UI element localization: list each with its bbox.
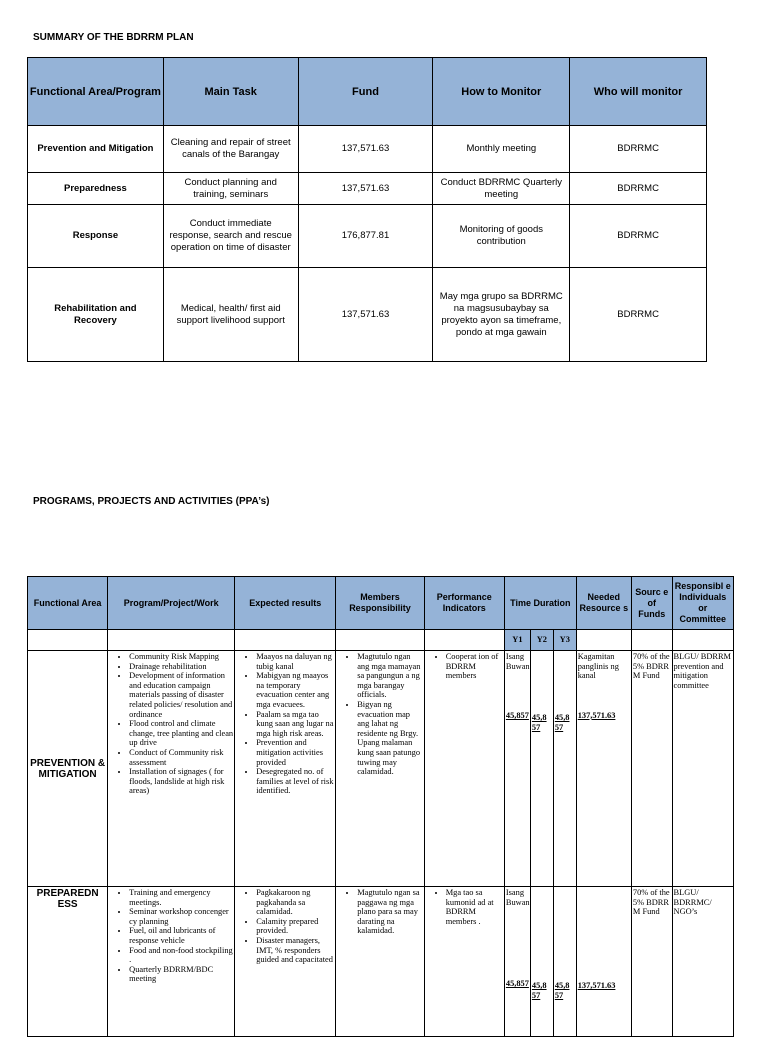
ppa-results bbox=[235, 651, 336, 887]
list-item: • Training and emergency meetings. bbox=[129, 888, 233, 907]
bullet-list bbox=[337, 888, 423, 936]
y1-amount: 45,857 bbox=[505, 979, 529, 989]
summary-row bbox=[28, 268, 707, 362]
list-item: • Magtutulo ngan sa paggawa ng mga plano para sa may darating na kalamidad. bbox=[357, 888, 423, 936]
year-1-header: Y1 bbox=[504, 630, 530, 651]
list-item: • Cooperat ion of BDRRM members bbox=[446, 652, 503, 681]
ppa-area: PREVENTION & MITIGATION bbox=[28, 651, 108, 887]
list-item: • Conduct of Community risk assessment bbox=[129, 748, 233, 767]
col-main-task: Main Task bbox=[163, 58, 298, 126]
ppa-y1 bbox=[504, 651, 530, 887]
bullet-list bbox=[426, 888, 503, 926]
ppa-year-row bbox=[28, 630, 734, 651]
summary-fund: 137,571.63 bbox=[298, 173, 433, 205]
ppa-source: 70% of the 5% BDRR M Fund bbox=[631, 887, 672, 1037]
resources-text: Kagamitan panglinis ng kanal bbox=[577, 652, 619, 681]
summary-area: Response bbox=[28, 205, 164, 268]
ppa-heading: PROGRAMS, PROJECTS AND ACTIVITIES (PPA’s) bbox=[33, 496, 270, 507]
summary-area: Preparedness bbox=[28, 173, 164, 205]
y2-amount: 45,8 57 bbox=[531, 981, 547, 1000]
col-members-responsibility: Members Responsibility bbox=[336, 577, 425, 630]
summary-monitor: Conduct BDRRMC Quarterly meeting bbox=[433, 173, 570, 205]
ppa-results bbox=[235, 887, 336, 1037]
ppa-y3 bbox=[553, 651, 576, 887]
list-item: • Maayos na daluyan ng tubig kanal bbox=[256, 652, 334, 671]
ppa-source: 70% of the 5% BDRR M Fund bbox=[631, 651, 672, 887]
list-item: • Flood control and climate change, tree planting and clean up drive bbox=[129, 719, 233, 748]
col-needed-resources: Needed Resource s bbox=[576, 577, 631, 630]
list-item: • Mabigyan ng maayos na temporary evacuation center ang mga evacuees. bbox=[256, 671, 334, 709]
ppa-header-row bbox=[28, 577, 734, 630]
list-item: • Desegregated no. of families at level of risk identified. bbox=[256, 767, 334, 796]
summary-row bbox=[28, 205, 707, 268]
summary-who: BDRRMC bbox=[570, 173, 707, 205]
ppa-members bbox=[336, 651, 425, 887]
list-item: • Installation of signages ( for floods, landslide at high risk areas) bbox=[129, 767, 233, 796]
summary-row bbox=[28, 126, 707, 173]
summary-monitor: Monitoring of goods contribution bbox=[433, 205, 570, 268]
list-item: • Development of information and education campaign materials passing of disaster related policies/ resolution and ordinance bbox=[129, 671, 233, 719]
empty-cell bbox=[424, 630, 504, 651]
bullet-list bbox=[109, 888, 233, 984]
summary-fund: 176,877.81 bbox=[298, 205, 433, 268]
list-item: • Community Risk Mapping bbox=[129, 652, 233, 662]
empty-cell bbox=[235, 630, 336, 651]
ppa-members bbox=[336, 887, 425, 1037]
empty-cell bbox=[631, 630, 672, 651]
list-item: • Food and non-food stockpiling . bbox=[129, 946, 233, 965]
ppa-indicators bbox=[424, 887, 504, 1037]
summary-who: BDRRMC bbox=[570, 205, 707, 268]
resources-amount: 137,571.63 bbox=[577, 710, 616, 720]
summary-task: Medical, health/ first aid support livelihood support bbox=[163, 268, 298, 362]
list-item: • Mga tao sa kumonid ad at BDRRM members . bbox=[446, 888, 503, 926]
col-responsible: Responsibl e Individuals or Committee bbox=[672, 577, 733, 630]
y3-amount: 45,8 57 bbox=[554, 981, 570, 1000]
col-time-duration: Time Duration bbox=[504, 577, 576, 630]
duration-text: Isang Buwan bbox=[505, 652, 530, 671]
col-functional-area: Functional Area bbox=[28, 577, 108, 630]
col-expected-results: Expected results bbox=[235, 577, 336, 630]
ppa-row-prevention bbox=[28, 651, 734, 887]
ppa-y2 bbox=[530, 651, 553, 887]
ppa-programs bbox=[108, 651, 235, 887]
y3-amount: 45,8 57 bbox=[554, 713, 570, 732]
col-performance-indicators: Performance Indicators bbox=[424, 577, 504, 630]
list-item: • Quarterly BDRRM/BDC meeting bbox=[129, 965, 233, 984]
list-item: • Drainage rehabilitation bbox=[129, 662, 233, 672]
col-source-of-funds: Sourc e of Funds bbox=[631, 577, 672, 630]
list-item: • Disaster managers, IMT, % responders guided and capacitated bbox=[256, 936, 334, 965]
summary-area: Rehabilitation and Recovery bbox=[28, 268, 164, 362]
ppa-y1 bbox=[504, 887, 530, 1037]
summary-task: Cleaning and repair of street canals of the Barangay bbox=[163, 126, 298, 173]
list-item: • Calamity prepared provided. bbox=[256, 917, 334, 936]
resources-amount: 137,571.63 bbox=[577, 981, 616, 990]
col-fund: Fund bbox=[298, 58, 433, 126]
y2-amount: 45,8 57 bbox=[531, 713, 547, 732]
bullet-list bbox=[236, 652, 334, 796]
summary-heading: SUMMARY OF THE BDRRM PLAN bbox=[33, 32, 194, 43]
ppa-resources bbox=[576, 887, 631, 1037]
ppa-row-preparedness bbox=[28, 887, 734, 1037]
bullet-list bbox=[236, 888, 334, 965]
bullet-list bbox=[426, 652, 503, 681]
list-item: • Seminar workshop concenger cy planning bbox=[129, 907, 233, 926]
col-functional-area: Functional Area/Program bbox=[28, 58, 164, 126]
empty-cell bbox=[672, 630, 733, 651]
summary-fund: 137,571.63 bbox=[298, 126, 433, 173]
y1-amount: 45,857 bbox=[505, 711, 529, 721]
bullet-list bbox=[109, 652, 233, 796]
ppa-table bbox=[27, 576, 734, 1037]
summary-task: Conduct planning and training, seminars bbox=[163, 173, 298, 205]
list-item: • Pagkakaroon ng pagkahanda sa calamidad. bbox=[256, 888, 334, 917]
list-item: • Fuel, oil and lubricants of response vehicle bbox=[129, 926, 233, 945]
empty-cell bbox=[336, 630, 425, 651]
summary-area: Prevention and Mitigation bbox=[28, 126, 164, 173]
ppa-indicators bbox=[424, 651, 504, 887]
col-program-project-work: Program/Project/Work bbox=[108, 577, 235, 630]
summary-row bbox=[28, 173, 707, 205]
year-3-header: Y3 bbox=[553, 630, 576, 651]
col-who-will-monitor: Who will monitor bbox=[570, 58, 707, 126]
ppa-resources bbox=[576, 651, 631, 887]
ppa-y3 bbox=[553, 887, 576, 1037]
ppa-area: PREPAREDN ESS bbox=[28, 887, 108, 1037]
summary-task: Conduct immediate response, search and rescue operation on time of disaster bbox=[163, 205, 298, 268]
summary-monitor: Monthly meeting bbox=[433, 126, 570, 173]
duration-text: Isang Buwan bbox=[505, 888, 530, 907]
ppa-programs bbox=[108, 887, 235, 1037]
summary-monitor: May mga grupo sa BDRRMC na magsusubaybay sa proyekto ayon sa timeframe, pondo at mga gawain bbox=[433, 268, 570, 362]
bullet-list bbox=[337, 652, 423, 777]
summary-table bbox=[27, 57, 707, 362]
empty-cell bbox=[28, 630, 108, 651]
list-item: • Paalam sa mga tao kung saan ang lugar na mga high risk areas. bbox=[256, 710, 334, 739]
list-item: • Prevention and mitigation activities provided bbox=[256, 738, 334, 767]
summary-who: BDRRMC bbox=[570, 268, 707, 362]
empty-cell bbox=[108, 630, 235, 651]
summary-header-row bbox=[28, 58, 707, 126]
list-item: • Magtutulo ngan ang mga mamayan sa pangungun a ng mga barangay officials. bbox=[357, 652, 423, 700]
year-2-header: Y2 bbox=[530, 630, 553, 651]
summary-fund: 137,571.63 bbox=[298, 268, 433, 362]
ppa-y2 bbox=[530, 887, 553, 1037]
list-item: • Bigyan ng evacuation map ang lahat ng residente ng Brgy. Upang malaman kung saan patungo tuwing may calamidad. bbox=[357, 700, 423, 777]
ppa-responsible: BLGU/ BDRRM prevention and mitigation committee bbox=[672, 651, 733, 887]
empty-cell bbox=[576, 630, 631, 651]
ppa-responsible: BLGU/ BDRRMC/ NGO’s bbox=[672, 887, 733, 1037]
summary-who: BDRRMC bbox=[570, 126, 707, 173]
col-how-to-monitor: How to Monitor bbox=[433, 58, 570, 126]
